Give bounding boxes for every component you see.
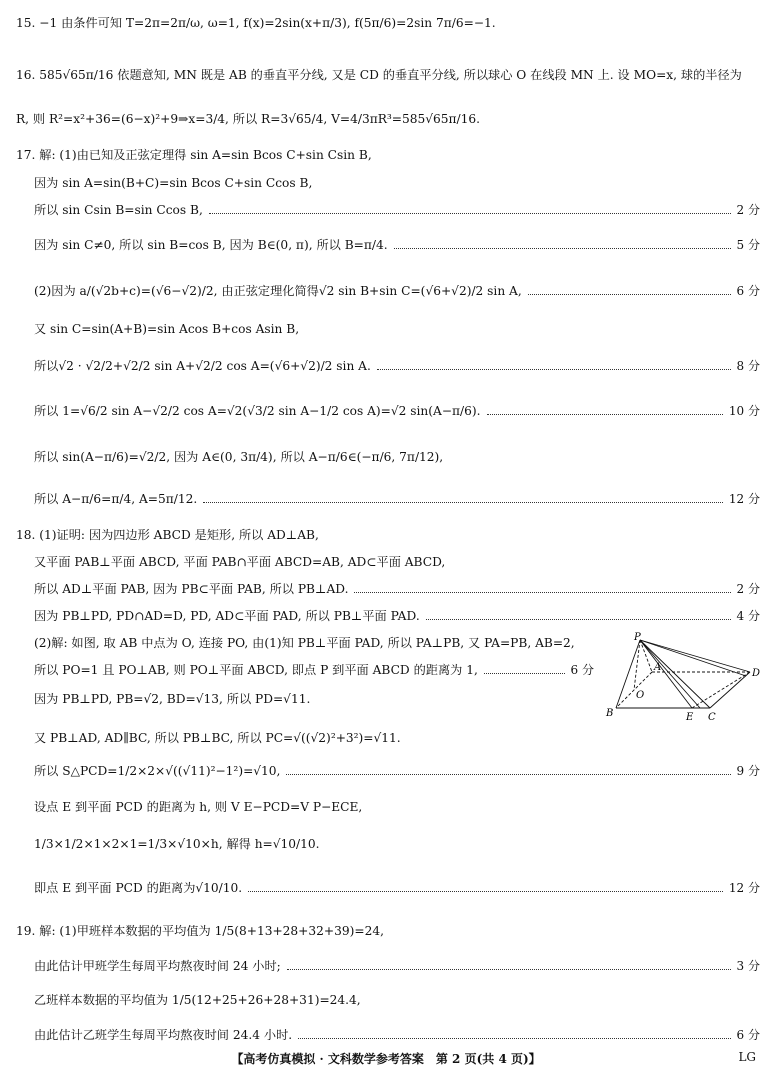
answer-line-text: 由此估计乙班学生每周平均熬夜时间 24.4 小时. <box>34 1028 293 1042</box>
edge-pe <box>640 640 692 708</box>
leader-dots <box>354 592 730 593</box>
answer-line-text: 乙班样本数据的平均值为 1/5(12+25+26+28+31)=24.4, <box>34 993 361 1007</box>
answer-line <box>34 879 760 897</box>
answer-line-text: 所以 AD⊥平面 PAB, 因为 PB⊂平面 PAB, 所以 PB⊥AD. <box>34 582 349 596</box>
answer-line <box>16 526 760 544</box>
answer-line <box>34 835 760 853</box>
score-label: 2 分 <box>736 582 760 596</box>
answer-line-text: 所以√2 · √2/2+√2/2 sin A+√2/2 cos A=(√6+√2)/2 sin A. <box>34 359 371 373</box>
leader-dots <box>487 414 723 415</box>
leader-dots <box>286 774 730 775</box>
answer-line-text: 15. −1 由条件可知 T=2π=2π/ω, ω=1, f(x)=2sin(x+π/3), f(5π/6)=2sin 7π/6=−1. <box>16 16 496 30</box>
leader-dots <box>426 619 731 620</box>
answer-line <box>34 448 760 466</box>
answer-line-text: 1/3×1/2×1×2×1=1/3×√10×h, 解得 h=√10/10. <box>34 837 320 851</box>
score-label: 10 分 <box>728 404 760 418</box>
score-label: 6 分 <box>736 1028 760 1042</box>
answer-line <box>34 402 760 420</box>
label-p: P <box>634 632 641 643</box>
leader-dots <box>287 969 731 970</box>
leader-dots <box>377 369 731 370</box>
leader-dots <box>209 213 731 214</box>
footer-title: 【高考仿真模拟 · 文科数学参考答案 第 2 页(共 4 页)】 <box>231 1052 541 1066</box>
label-d: D <box>752 668 761 679</box>
answer-line-text: 又 PB⊥AD, AD∥BC, 所以 PB⊥BC, 所以 PC=√((√2)²+3²)=√11. <box>34 731 401 745</box>
answer-line <box>34 320 760 338</box>
answer-line-text: 因为 PB⊥PD, PB=√2, BD=√13, 所以 PD=√11. <box>34 692 311 706</box>
answer-line-text: 18. (1)证明: 因为四边形 ABCD 是矩形, 所以 AD⊥AB, <box>16 528 319 542</box>
score-label: 8 分 <box>736 359 760 373</box>
answer-line <box>34 661 594 679</box>
answer-line-text: 所以 sin Csin B=sin Ccos B, <box>34 203 203 217</box>
answer-line <box>34 553 760 571</box>
answer-line-text: 所以 PO=1 且 PO⊥AB, 则 PO⊥平面 ABCD, 即点 P 到平面 ABCD 的距离为 1, <box>34 663 478 677</box>
edge-ed <box>692 672 750 708</box>
leader-dots <box>528 294 731 295</box>
score-label: 12 分 <box>728 881 760 895</box>
answer-line-text: 又 sin C=sin(A+B)=sin Acos B+cos Asin B, <box>34 322 300 336</box>
pyramid-figure <box>600 632 766 724</box>
answer-line-text: 所以 A−π/6=π/4, A=5π/12. <box>34 492 198 506</box>
score-label: 3 分 <box>736 959 760 973</box>
label-o: O <box>636 690 645 701</box>
answer-line-text: R, 则 R²=x²+36=(6−x)²+9⇒x=3/4, 所以 R=3√65/4, V=4/3πR³=585√65π/16. <box>16 112 481 126</box>
label-c: C <box>708 712 716 723</box>
label-e: E <box>686 712 694 723</box>
answer-line-text: 设点 E 到平面 PCD 的距离为 h, 则 V E−PCD=V P−ECE, <box>34 800 363 814</box>
leader-dots <box>484 673 565 674</box>
answer-line <box>34 236 760 254</box>
score-label: 9 分 <box>736 764 760 778</box>
score-label: 6 分 <box>736 284 760 298</box>
score-label: 2 分 <box>736 203 760 217</box>
answer-line-text: 16. 585√65π/16 依题意知, MN 既是 AB 的垂直平分线, 又是 CD 的垂直平分线, 所以球心 O 在线段 MN 上. 设 MO=x, 球的半径为 <box>16 68 742 82</box>
answer-line-text: (2)因为 a/(√2b+c)=(√6−√2)/2, 由正弦定理化简得√2 sin B+sin C=(√6+√2)/2 sin A, <box>34 284 522 298</box>
score-label: 6 分 <box>570 663 594 677</box>
score-label: 12 分 <box>728 492 760 506</box>
answer-line-text: (2)解: 如图, 取 AB 中点为 O, 连接 PO, 由(1)知 PB⊥平面 PAD, 所以 PA⊥PB, 又 PA=PB, AB=2, <box>34 636 575 650</box>
answer-line-text: 因为 PB⊥PD, PD∩AD=D, PD, AD⊂平面 PAD, 所以 PB⊥平面 PAD. <box>34 609 420 623</box>
edge-cd <box>710 672 750 708</box>
answer-line <box>34 634 594 652</box>
answer-line <box>34 762 760 780</box>
answer-line-text: 又平面 PAB⊥平面 ABCD, 平面 PAB∩平面 ABCD=AB, AD⊂平面 ABCD, <box>34 555 446 569</box>
answer-line <box>16 110 760 128</box>
answer-line <box>16 66 760 84</box>
answer-line <box>34 580 760 598</box>
edge-pa <box>640 640 652 672</box>
answer-line <box>34 174 760 192</box>
label-a: A <box>654 662 662 673</box>
answer-line <box>34 490 760 508</box>
leader-dots <box>298 1038 730 1039</box>
footer-code: LG <box>738 1050 756 1064</box>
answer-line-text: 因为 sin A=sin(B+C)=sin Bcos C+sin Ccos B, <box>34 176 313 190</box>
answer-line-text: 由此估计甲班学生每周平均熬夜时间 24 小时; <box>34 959 281 973</box>
score-label: 5 分 <box>736 238 760 252</box>
answer-line-text: 即点 E 到平面 PCD 的距离为√10/10. <box>34 881 243 895</box>
answer-line-text: 所以 1=√6/2 sin A−√2/2 cos A=√2(√3/2 sin A−1/2 cos A)=√2 sin(A−π/6). <box>34 404 481 418</box>
answer-line <box>34 991 760 1009</box>
leader-dots <box>394 248 731 249</box>
leader-dots <box>203 502 723 503</box>
answer-line <box>16 146 760 164</box>
label-b: B <box>606 708 614 719</box>
answer-line <box>34 357 760 375</box>
answer-line-text: 因为 sin C≠0, 所以 sin B=cos B, 因为 B∈(0, π), 所以 B=π/4. <box>34 238 388 252</box>
answer-line <box>34 282 760 300</box>
answer-line <box>16 922 760 940</box>
leader-dots <box>248 891 723 892</box>
answer-line-text: 17. 解: (1)由已知及正弦定理得 sin A=sin Bcos C+sin Csin B, <box>16 148 372 162</box>
answer-line-text: 19. 解: (1)甲班样本数据的平均值为 1/5(8+13+28+32+39)=24, <box>16 924 384 938</box>
answer-line-text: 所以 S△PCD=1/2×2×√((√11)²−1²)=√10, <box>34 764 281 778</box>
answer-line <box>34 798 760 816</box>
answer-line <box>34 1026 760 1044</box>
answer-line <box>34 607 760 625</box>
answer-line <box>34 729 760 747</box>
score-label: 4 分 <box>736 609 760 623</box>
answer-line <box>34 957 760 975</box>
answer-line-text: 所以 sin(A−π/6)=√2/2, 因为 A∈(0, 3π/4), 所以 A−π/6∈(−π/6, 7π/12), <box>34 450 444 464</box>
answer-line <box>16 14 760 32</box>
answer-line <box>34 201 760 219</box>
